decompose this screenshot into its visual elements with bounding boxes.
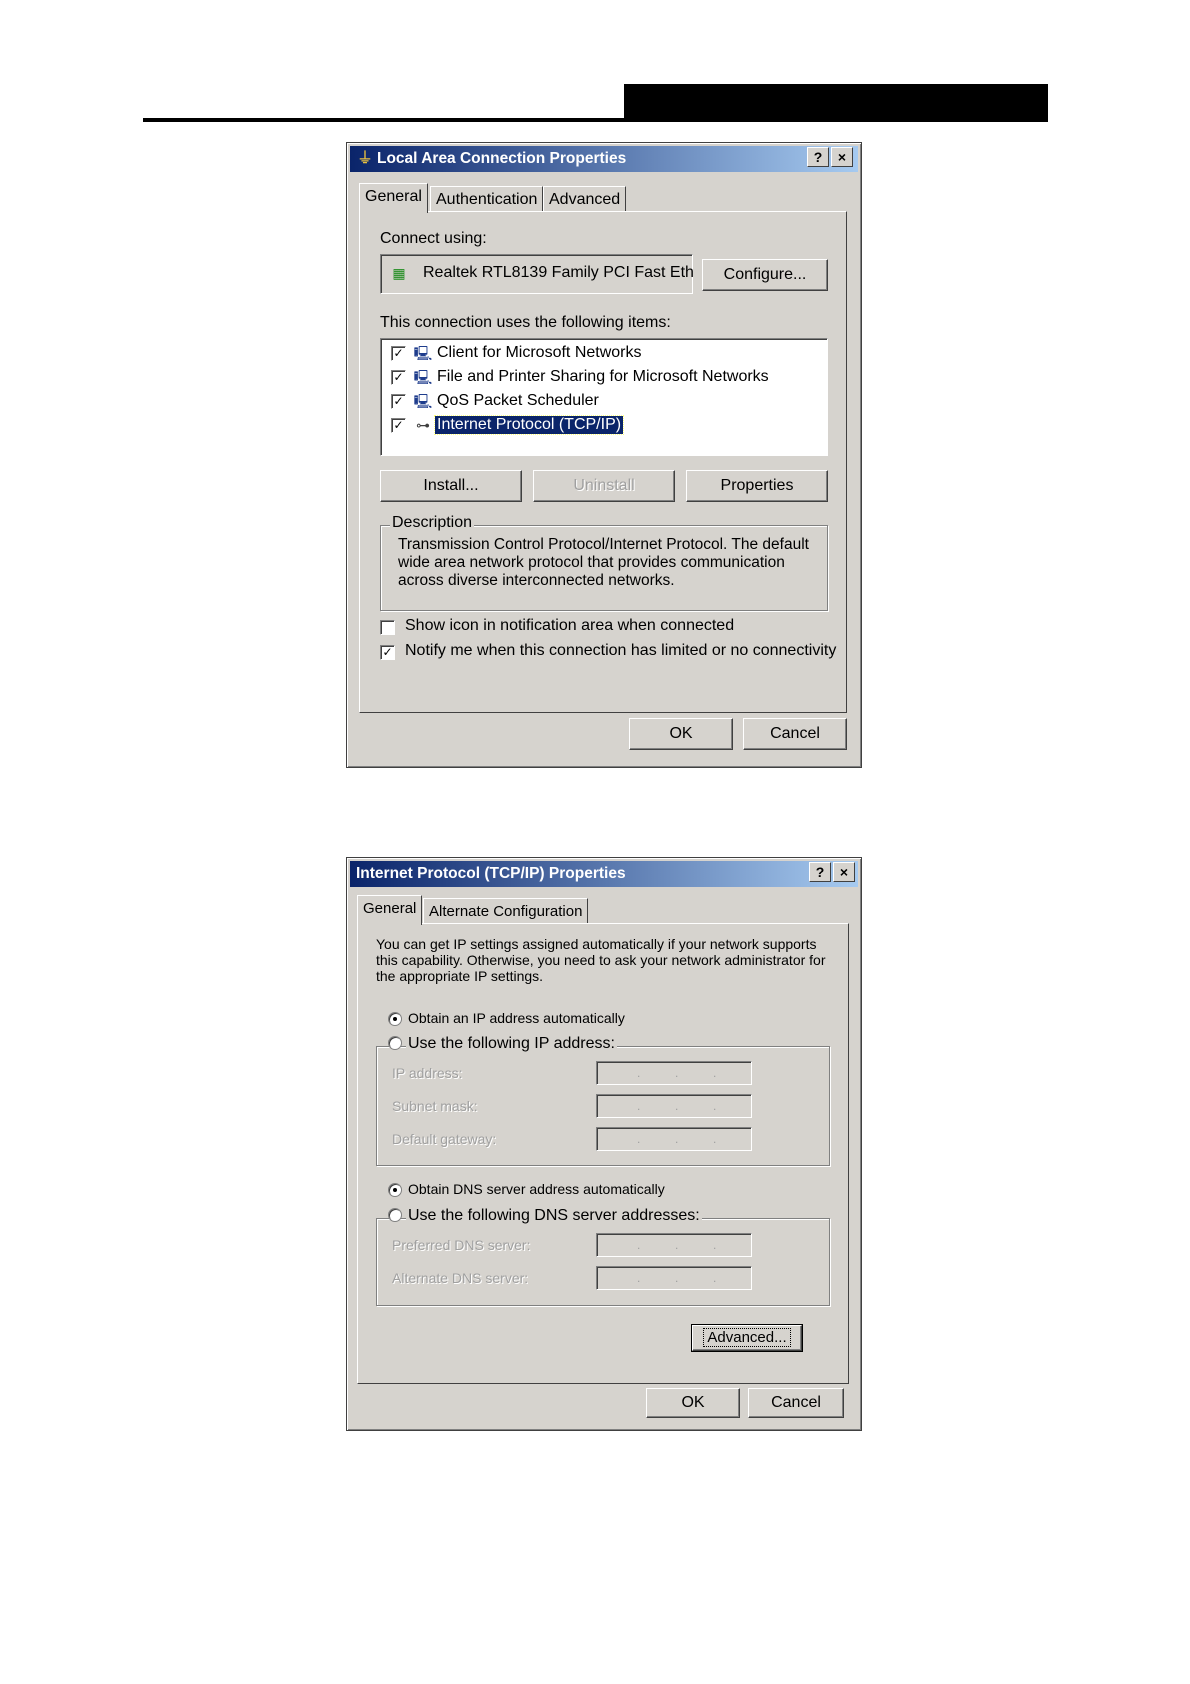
configure-button[interactable] [702,259,828,291]
items-list[interactable] [380,338,828,456]
default-gateway-label: Default gateway: [392,1131,497,1147]
protocol-icon: ⊶ [416,417,430,433]
alternate-dns-input[interactable]: . . . [596,1266,752,1290]
preferred-dns-input[interactable]: . . . [596,1233,752,1257]
intro-line: the appropriate IP settings. [376,968,544,984]
packet-scheduler-icon: 🖳 [413,393,433,409]
tab-general[interactable]: General [357,895,422,925]
obtain-dns-radio[interactable] [388,1183,402,1197]
item-label: File and Printer Sharing for Microsoft Networks [437,368,769,385]
intro-line: this capability. Otherwise, you need to ask your network administrator for [376,952,826,968]
show-icon-label[interactable]: Show icon in notification area when connected [405,617,735,634]
obtain-dns-label[interactable]: Obtain DNS server address automatically [408,1181,665,1197]
dialog-title: Internet Protocol (TCP/IP) Properties [356,865,626,882]
item-label: QoS Packet Scheduler [437,392,599,409]
configure-label: Configure... [723,266,807,283]
cancel-button[interactable] [743,718,847,750]
ok-button[interactable] [629,718,733,750]
title-bar[interactable] [350,146,858,172]
tab-panel [359,211,847,713]
show-icon-checkbox[interactable] [380,620,395,635]
tab-general[interactable]: General [359,183,428,213]
subnet-mask-input[interactable]: . . . [596,1094,752,1118]
description-line: wide area network protocol that provides communication [398,554,785,571]
list-item[interactable] [389,415,819,437]
use-ip-label[interactable]: Use the following IP address: [408,1035,615,1052]
description-label: Description [392,514,473,531]
subnet-mask-label: Subnet mask: [392,1098,478,1114]
notify-label[interactable]: Notify me when this connection has limited or no connectivity [405,642,837,659]
item-label: Client for Microsoft Networks [437,344,642,361]
cancel-label: Cancel [770,725,820,742]
close-button[interactable]: × [831,147,853,167]
uninstall-label: Uninstall [573,477,635,494]
use-dns-radio[interactable] [388,1208,402,1222]
item-label: Internet Protocol (TCP/IP) [437,416,622,433]
tab-panel [357,923,849,1384]
help-button[interactable]: ? [807,147,829,167]
checkbox[interactable]: ✓ [391,346,406,361]
list-item[interactable] [389,391,819,413]
dns-group [376,1218,830,1306]
install-button[interactable] [380,470,522,502]
dialog-title: Local Area Connection Properties [377,150,627,167]
help-button[interactable]: ? [809,862,831,882]
description-line: Transmission Control Protocol/Internet Protocol. The default [398,536,809,553]
uninstall-button[interactable] [533,470,675,502]
ok-label: OK [681,1394,705,1411]
adapter-box [380,254,693,294]
list-item[interactable] [389,343,819,365]
tab-advanced[interactable]: Advanced [543,186,626,212]
cancel-button[interactable] [748,1388,844,1418]
advanced-button[interactable] [692,1325,802,1351]
items-label: This connection uses the following items: [380,314,671,331]
ok-label: OK [669,725,693,742]
checkbox[interactable]: ✓ [391,394,406,409]
checkbox[interactable]: ✓ [391,370,406,385]
list-item[interactable] [389,367,819,389]
description-line: across diverse interconnected networks. [398,572,675,589]
header-bar [624,84,1048,122]
obtain-ip-label[interactable]: Obtain an IP address automatically [408,1010,625,1026]
intro-line: You can get IP settings assigned automatically if your network supports [376,936,817,952]
title-bar[interactable] [350,861,858,887]
ok-button[interactable] [646,1388,740,1418]
preferred-dns-label: Preferred DNS server: [392,1237,531,1253]
advanced-label: Advanced... [704,1329,789,1346]
tab-authentication[interactable]: Authentication [430,186,543,212]
tcpip-properties-dialog [346,857,862,1431]
use-ip-radio[interactable] [388,1036,402,1050]
file-sharing-icon: 🖳 [413,369,433,385]
network-client-icon: 🖳 [413,345,433,361]
properties-label: Properties [720,477,794,494]
obtain-ip-radio[interactable] [388,1012,402,1026]
properties-button[interactable] [686,470,828,502]
default-gateway-input[interactable]: . . . [596,1127,752,1151]
checkbox[interactable]: ✓ [391,418,406,433]
use-dns-label[interactable]: Use the following DNS server addresses: [408,1207,700,1224]
network-card-icon: ▦ [392,265,406,281]
network-connection-icon: ⏚ [357,150,373,167]
notify-checkbox[interactable]: ✓ [380,645,395,660]
connect-using-label: Connect using: [380,230,487,247]
alternate-dns-label: Alternate DNS server: [392,1270,529,1286]
tab-alternate-configuration[interactable]: Alternate Configuration [423,898,588,924]
close-button[interactable]: × [833,862,855,882]
ip-address-input[interactable]: . . . [596,1061,752,1085]
ip-address-label: IP address: [392,1065,463,1081]
local-area-connection-dialog [346,142,862,768]
header-rule [143,118,1046,122]
cancel-label: Cancel [771,1394,821,1411]
install-label: Install... [423,477,479,494]
adapter-name: Realtek RTL8139 Family PCI Fast Eth [423,264,694,281]
